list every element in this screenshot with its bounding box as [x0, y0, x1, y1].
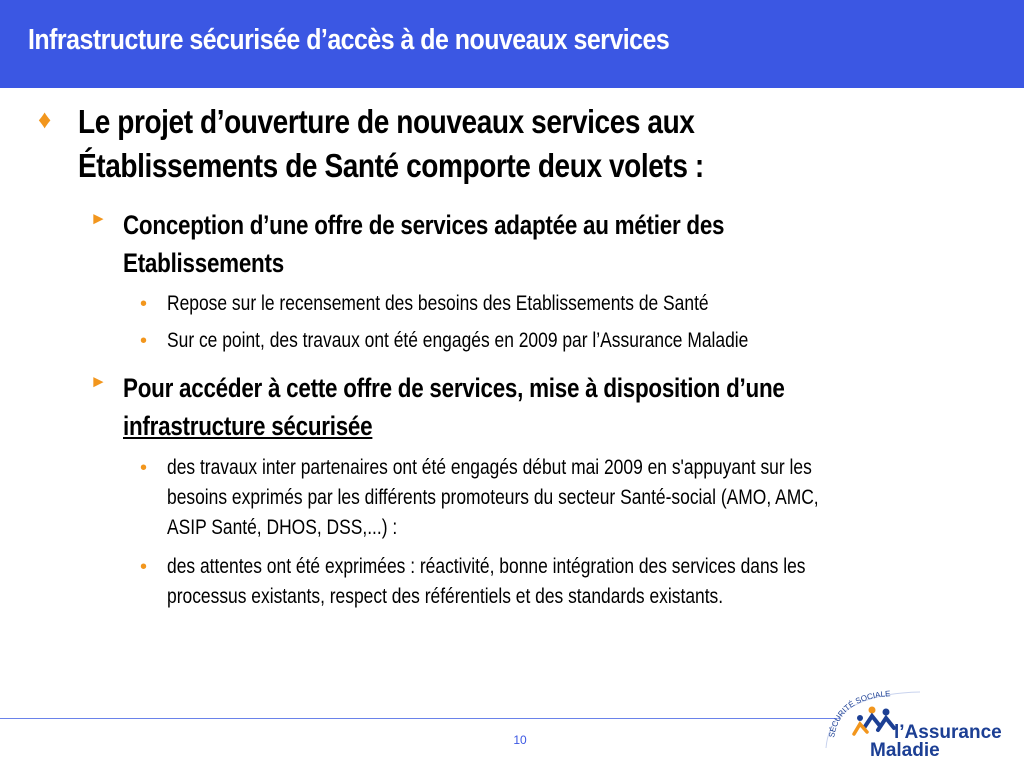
sub-bullet-line-2-underlined: infrastructure sécurisée: [123, 411, 373, 441]
people-figures-icon: [854, 707, 894, 735]
diamond-bullet-icon: ♦: [38, 104, 52, 134]
sub-bullet-text: [123, 206, 953, 282]
dot-bullet-icon: •: [140, 330, 148, 352]
detail-bullet-line: Sur ce point, des travaux ont été engagés en 2009 par l’Assurance Maladie: [167, 329, 749, 352]
detail-bullet-line: processus existants, respect des référentiels et des standards existants.: [167, 585, 724, 608]
detail-bullet-line: Repose sur le recensement des besoins des Etablissements de Santé: [167, 292, 709, 315]
triangle-bullet-icon: ►: [90, 372, 107, 391]
page-number: 10: [513, 733, 527, 747]
sub-bullet-line-1: Conception d’une offre de services adaptée au métier des: [123, 210, 725, 240]
detail-bullet-line: des attentes ont été exprimées : réactivité, bonne intégration des services dans les: [167, 555, 806, 578]
detail-bullet-text: [167, 326, 964, 356]
assurance-maladie-logo: [820, 688, 1020, 764]
logo-line-1: l’Assurance: [894, 722, 1002, 743]
dot-bullet-icon: •: [140, 293, 148, 315]
dot-bullet-icon: •: [140, 556, 148, 578]
sub-bullet-line-1: Pour accéder à cette offre de services, mise à disposition d’une: [123, 373, 785, 403]
detail-bullet-text: [167, 453, 964, 543]
footer-divider: [0, 718, 840, 719]
main-bullet-line-1: Le projet d’ouverture de nouveaux services aux: [78, 103, 695, 140]
slide-title: Infrastructure sécurisée d’accès à de nouveaux services: [28, 24, 670, 56]
logo-arc-text: SÉCURITÉ SOCIALE: [827, 689, 891, 739]
logo-line-2: Maladie: [870, 740, 940, 761]
dot-bullet-icon: •: [140, 457, 148, 479]
triangle-bullet-icon: ►: [90, 209, 107, 228]
main-bullet-text: [78, 100, 843, 188]
detail-bullet-line: besoins exprimés par les différents promoteurs du secteur Santé-social (AMO, AMC,: [167, 486, 819, 509]
sub-bullet-line-2: Etablissements: [123, 248, 284, 278]
title-bar: [0, 0, 1024, 88]
detail-bullet-text: [167, 289, 964, 319]
main-bullet-line-2: Établissements de Santé comporte deux volets :: [78, 147, 704, 184]
detail-bullet-line: ASIP Santé, DHOS, DSS,...) :: [167, 516, 398, 539]
sub-bullet-text: [123, 369, 953, 445]
detail-bullet-text: [167, 552, 964, 612]
detail-bullet-line: des travaux inter partenaires ont été engagés début mai 2009 en s'appuyant sur les: [167, 456, 812, 479]
